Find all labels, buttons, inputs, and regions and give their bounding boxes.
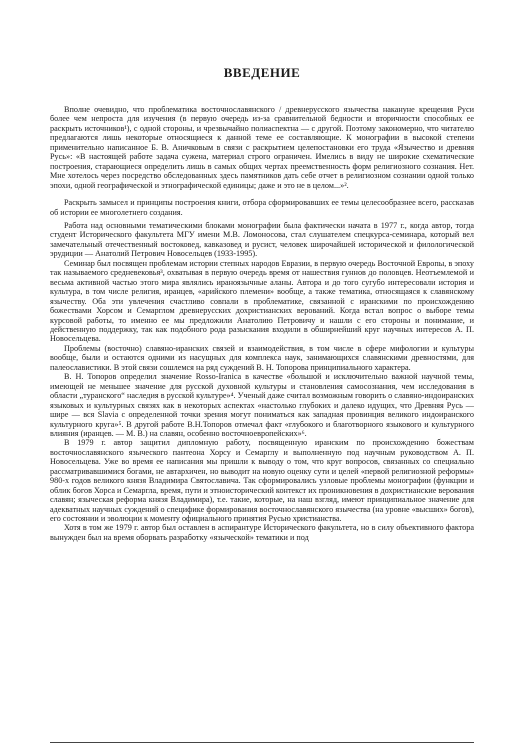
paragraph-6: В. Н. Топоров определил значение Rosso-Iranica в качестве «большой и исключительно важной научной темы, имеющей не меньшее значение для русской духовной культуры и становления самосознания, чем исследования в области „туранского“ наследия в русской культуре»⁴. Ученый даже считал возможным говорить о славяно-индоиранских языковых и культурных связях как в некоторых аспектах «настолько глубоких и далеко идущих, что Древняя Русь — шире — вся Slavia с определенной точки зрения могут пониматься как западная провинция великого индоиранского культурного круга»⁵. В другой работе В.Н.Топоров отмечал факт «глубокого и благотворного языкового и культурного влияния (иранцев. — М. В.) на славян, особенно восточноевропейских»⁶.: [50, 372, 474, 438]
paragraph-gap: [50, 190, 474, 198]
paragraph-5: Проблемы (восточно) славяно-иранских связей и взаимодействия, в том числе в сфере мифологии и культуры вообще, были и остаются одними из насущных для комплекса наук, занимающихся славянскими древностями, для палеославистики. В этой связи сошлемся на ряд суждений В. Н. Топорова принципиального характера.: [50, 343, 474, 372]
paragraph-4: Семинар был посвящен проблемам истории степных народов Евразии, в первую очередь Восточной Европы, в эпоху так называемого средневековья³, охватывая в первую очередь время от нашествия гуннов до половцев. Неотъемлемой и весьма активной частью этого мира являлись ираноязычные аланы. Автора и до того сугубо интересовали история и культура, в том числе религия, иранцев, «арийского племени» вообще, а также тематика, относящаяся к славянскому язычеству. Оба эти увлечения счастливо совпали в проблематике, связанной с иранскими по происхождению божествами Хорсом и Семарглом древнерусских дохристианских верований. Когда встал вопрос о выборе темы курсовой работы, то именно ее мы предложили Анатолию Петровичу и нашли с его стороны и понимание, и действенную поддержку, так как подобного рода разыскания входили в обширнейший круг научных интересов А. П. Новосельцева.: [50, 258, 474, 344]
page-title: ВВЕДЕНИЕ: [223, 65, 301, 80]
footnote-separator: [50, 742, 474, 743]
paragraph-1: Вполне очевидно, что проблематика восточнославянского / древнерусского язычества накануне крещения Руси более чем непроста для изучения (в первую очередь из-за сравнительной бедности и вторичности способных ее раскрыть источников¹), с одной стороны, и чрезвычайно полиаспектна — с другой. Поэтому закономерно, что читателю предлагаются лишь некоторые относящиеся к данной теме ее составляющие. К монографии в высокой степени применительно написанное Б. В. Аничковым в связи с раскрытием целепостановки его труда «Язычество и древняя Русь»: «В настоящей работе задача сужена, материал строго ограничен. Имелись в виду не широкие схематические построения, старающиеся определить лишь в самых общих чертах преемственность форм религиозного сознания. Нет. Мне хотелось через посредство обследованных здесь памятников дать себе отчет в религиозном сознании одной только эпохи, одной географической и этнографической единицы; даже и это не в целом...»².: [50, 105, 474, 190]
paragraph-2: Раскрыть замысел и принципы построения книги, отбора сформировавших ее темы целесообразнее всего, рассказав об истории ее многолетнего создания.: [50, 198, 474, 217]
paragraph-8: Хотя в том же 1979 г. автор был оставлен в аспирантуре Исторического факультета, но в силу объективного фактора вынужден был на время оборвать разработку «языческой» тематики и под: [50, 523, 474, 542]
paragraph-7: В 1979 г. автор защитил дипломную работу, посвященную иранским по происхождению божествам восточнославянского языческого пантеона Хорсу и Семарглу и выполненную под научным руководством А. П. Новосельцева. Уже во время ее написания мы пришли к выводу о том, что круг вопросов, связанных со специально рассматривавшимися богами, не автархичен, но выводит на новую оценку сути и целей «первой религиозной реформы» 980-х годов великого князя Владимира Святославича. Так сформировались узловые проблемы монографии (функции и облик богов Хорса и Семаргла, время, пути и этноисторический контекст их проникновения в дохристианские верования славян; языческая реформа князя Владимира), т.е. такие, которые, на наш взгляд, имеют принципиальное значение для адекватных научных суждений о специфике формирования восточнославянского язычества (на уровне «высших» богов), его состоянии и эволюции к моменту официального принятия Русью христианства.: [50, 438, 474, 524]
paragraph-3: Работа над основными тематическими блоками монографии была фактически начата в 1977 г., когда автор, тогда студент Исторического факультета МГУ имени М.В. Ломоносова, стал слушателем спецкурса-семинара, который вел замечательный отечественный востоковед, кавказовед и русист, человек широчайшей исторической и филологической эрудиции — Анатолий Петрович Новосельцев (1933-1995).: [50, 220, 474, 259]
